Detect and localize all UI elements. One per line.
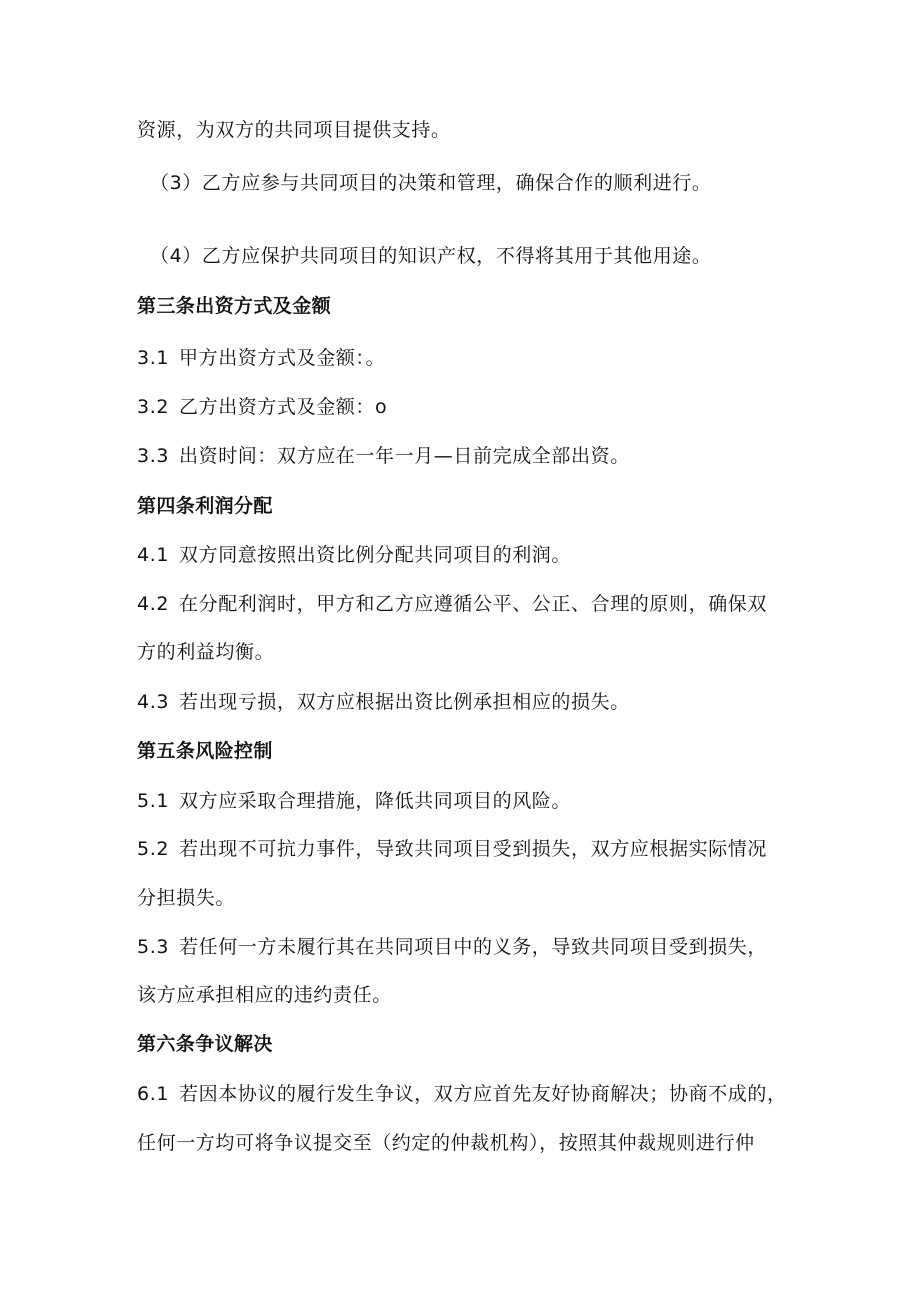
clause-number: 5.1 [137,790,170,812]
clause-text: 乙方出资方式及金额：o [179,396,388,418]
clause-item [137,344,385,372]
clause-number: 4.1 [137,544,170,566]
section-title: 第六条争议解决 [137,1033,273,1055]
clause-item [137,933,767,961]
clause-continuation: 方的利益均衡。 [137,641,275,663]
clause-text: 双方应采取合理措施，降低共同项目的风险。 [179,790,572,812]
clause-item [137,688,630,716]
clause-number: 3.1 [137,347,170,369]
clause-number: 3.3 [137,445,170,467]
clause-continuation: 分担损失。 [137,887,236,909]
clause-number: 4.3 [137,691,170,713]
clause-item [137,590,767,618]
paragraph-line: （4）乙方应保护共同项目的知识产权，不得将其用于其他用途。 [150,245,712,267]
clause-item [137,442,630,470]
clause-number: 6.1 [137,1083,170,1105]
clause-item [137,787,571,815]
clause-text: 若出现亏损，双方应根据出资比例承担相应的损失。 [179,691,630,713]
clause-text: 出资时间：双方应在一年一月—日前完成全部出资。 [179,445,630,467]
clause-item [137,835,767,863]
clause-text: 双方同意按照出资比例分配共同项目的利润。 [179,544,572,566]
section-title: 第三条出资方式及金额 [137,295,332,317]
clause-text: 若任何一方未履行其在共同项目中的义务，导致共同项目受到损失， [179,936,768,958]
clause-text: 若出现不可抗力事件，导致共同项目受到损失，双方应根据实际情况 [179,838,768,860]
clause-text: 甲方出资方式及金额：。 [179,347,386,369]
clause-item [137,1080,787,1108]
paragraph-line: 资源，为双方的共同项目提供支持。 [137,119,451,141]
clause-item [137,393,387,421]
clause-number: 3.2 [137,396,170,418]
paragraph-line: （3）乙方应参与共同项目的决策和管理，确保合作的顺利进行。 [150,172,712,194]
clause-number: 4.2 [137,593,170,615]
section-title: 第四条利润分配 [137,495,273,517]
clause-continuation: 该方应承担相应的违约责任。 [137,984,392,1006]
clause-item [137,541,571,569]
clause-text: 若因本协议的履行发生争议，双方应首先友好协商解决；协商不成的， [179,1083,787,1105]
clause-continuation: 任何一方均可将争议提交至（约定的仲裁机构），按照其仲裁规则进行仲 [137,1132,755,1154]
clause-number: 5.3 [137,936,170,958]
clause-number: 5.2 [137,838,170,860]
section-title: 第五条风险控制 [137,740,273,762]
clause-text: 在分配利润时，甲方和乙方应遵循公平、公正、合理的原则，确保双 [179,593,768,615]
